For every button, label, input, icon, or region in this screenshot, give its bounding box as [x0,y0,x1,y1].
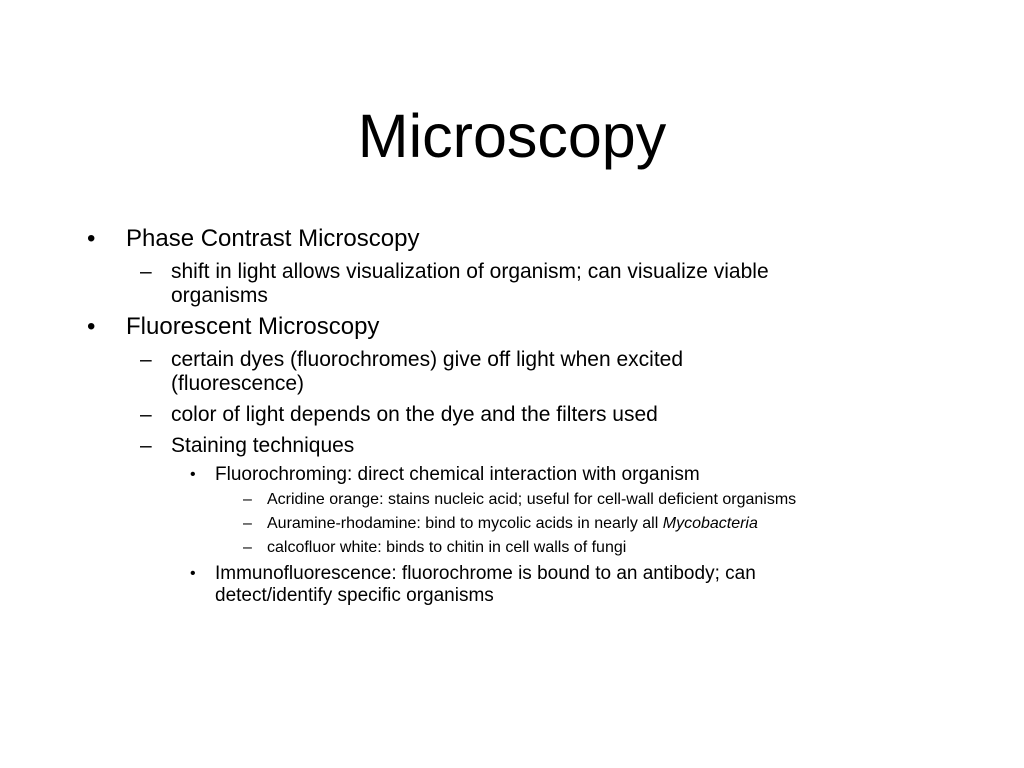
subpoint-text: Staining techniques [171,434,355,457]
bullet-text: Fluorochroming: direct chemical interaction with organism [215,464,700,485]
bullet-marker: • [87,313,96,340]
subpoint-text: calcofluor white: binds to chitin in cell walls of fungi [267,539,627,556]
dash-marker: – [243,515,252,532]
dash-marker: – [140,348,152,371]
subpoint-text: color of light depends on the dye and the filters used [171,403,658,426]
dash-marker: – [140,434,152,457]
subpoint-text: shift in light allows visualization of organism; can visualize viable [171,260,769,283]
bullet-marker: • [87,225,96,252]
subpoint-text-continuation: organisms [171,284,268,307]
subpoint-italic-term: Mycobacteria [662,515,758,532]
subpoint-text-wrapper [267,513,758,535]
bullet-text: Phase Contrast Microscopy [126,225,420,252]
bullet-marker: • [190,565,196,582]
subpoint-text: Acridine orange: stains nucleic acid; useful for cell-wall deficient organisms [267,491,797,508]
subpoint-text-continuation: (fluorescence) [171,372,305,395]
dash-marker: – [140,260,152,283]
dash-marker: – [243,491,252,508]
subpoint-text: certain dyes (fluorochromes) give off light when excited [171,348,684,371]
dash-marker: – [140,403,152,426]
dash-marker: – [243,539,252,556]
bullet-text: Fluorescent Microscopy [126,313,380,340]
bullet-text: Immunofluorescence: fluorochrome is bound to an antibody; can [215,563,756,584]
slide-title: Microscopy [357,102,667,170]
bullet-marker: • [190,466,196,483]
bullet-text-continuation: detect/identify specific organisms [215,585,494,606]
subpoint-text: Auramine-rhodamine: bind to mycolic acids in nearly all [267,515,663,532]
